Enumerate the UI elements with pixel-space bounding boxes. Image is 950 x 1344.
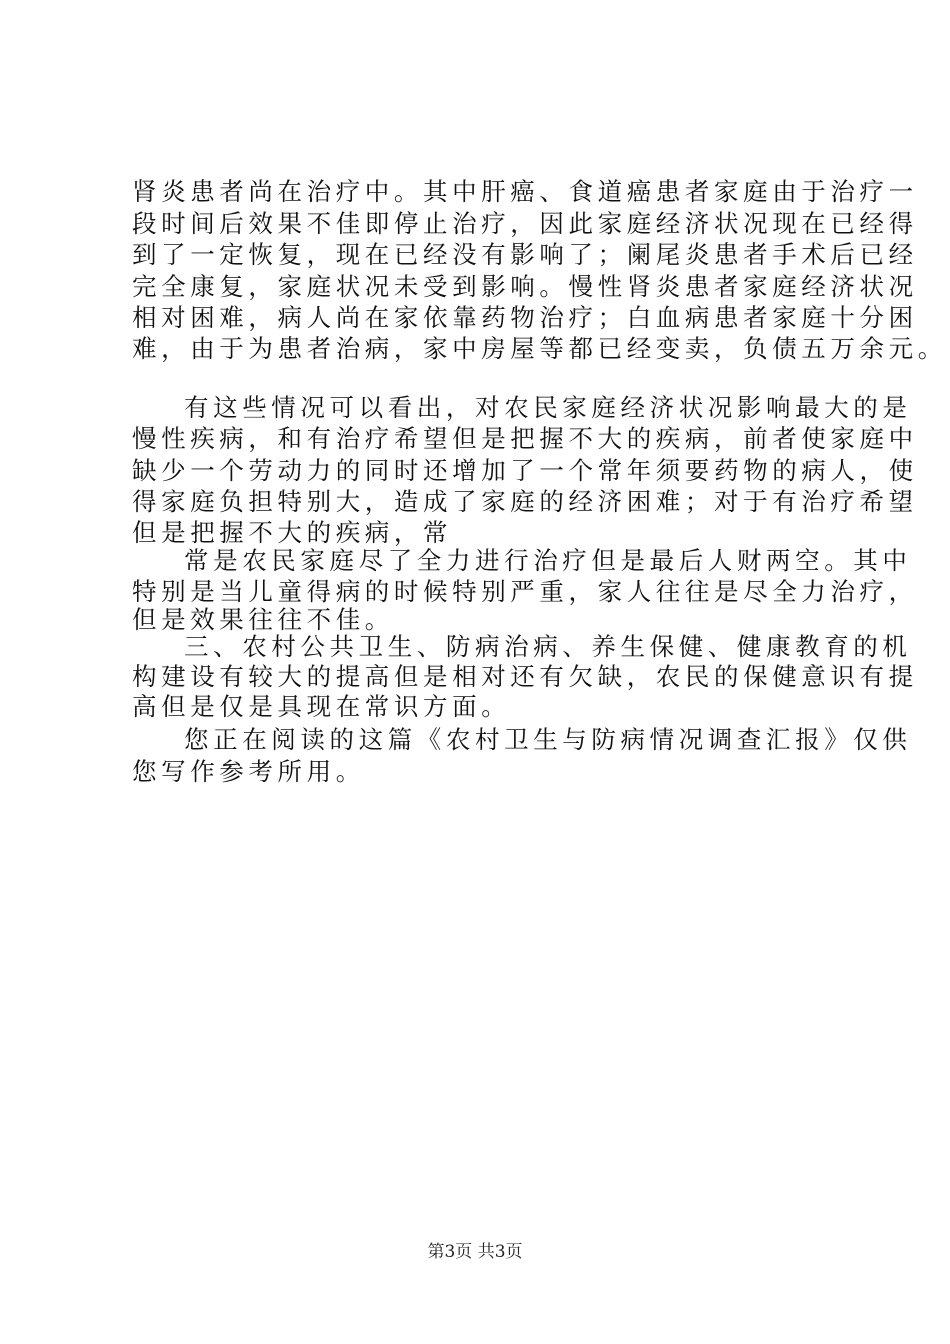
paragraph-1-line-1: 肾炎患者尚在治疗中。其中肝癌、食道癌患者家庭由于治疗一 bbox=[132, 177, 918, 206]
paragraph-5-line-2: 您写作参考所用。 bbox=[132, 757, 365, 786]
paragraph-1-line-2: 段时间后效果不佳即停止治疗，因此家庭经济状况现在已经得 bbox=[132, 209, 918, 238]
paragraph-4-line-3: 高但是仅是具现在常识方面。 bbox=[132, 692, 511, 721]
paragraph-3-line-1: 常是农民家庭尽了全力进行治疗但是最后人财两空。其中 bbox=[184, 546, 912, 575]
paragraph-4-line-1: 三、农村公共卫生、防病治病、养生保健、健康教育的机 bbox=[184, 632, 912, 661]
paragraph-1-line-6: 难，由于为患者治病，家中房屋等都已经变卖，负债五万余元。 bbox=[132, 334, 947, 363]
paragraph-1-line-3: 到了一定恢复，现在已经没有影响了；阑尾炎患者手术后已经 bbox=[132, 240, 918, 269]
paragraph-2-line-4: 得家庭负担特别大，造成了家庭的经济困难；对于有治疗希望 bbox=[132, 487, 918, 516]
page-number-footer: 第3页 共3页 bbox=[427, 1242, 523, 1262]
paragraph-5-line-1: 您正在阅读的这篇《农村卫生与防病情况调查汇报》仅供 bbox=[184, 725, 912, 754]
paragraph-2-line-2: 慢性疾病，和有治疗希望但是把握不大的疾病，前者使家庭中 bbox=[132, 424, 918, 453]
paragraph-4-line-2: 构建设有较大的提高但是相对还有欠缺，农民的保健意识有提 bbox=[132, 662, 918, 691]
paragraph-3-line-3: 但是效果往往不佳。 bbox=[132, 605, 394, 634]
paragraph-2-line-1: 有这些情况可以看出，对农民家庭经济状况影响最大的是 bbox=[184, 393, 912, 422]
paragraph-2-line-3: 缺少一个劳动力的同时还增加了一个常年须要药物的病人，使 bbox=[132, 456, 918, 485]
paragraph-1-line-5: 相对困难，病人尚在家依靠药物治疗；白血病患者家庭十分困 bbox=[132, 303, 918, 332]
paragraph-2-line-5: 但是把握不大的疾病，常 bbox=[132, 518, 453, 547]
paragraph-3-line-2: 特别是当儿童得病的时候特别严重，家人往往是尽全力治疗， bbox=[132, 577, 918, 606]
paragraph-1-line-4: 完全康复，家庭状况未受到影响。慢性肾炎患者家庭经济状况 bbox=[132, 272, 918, 301]
